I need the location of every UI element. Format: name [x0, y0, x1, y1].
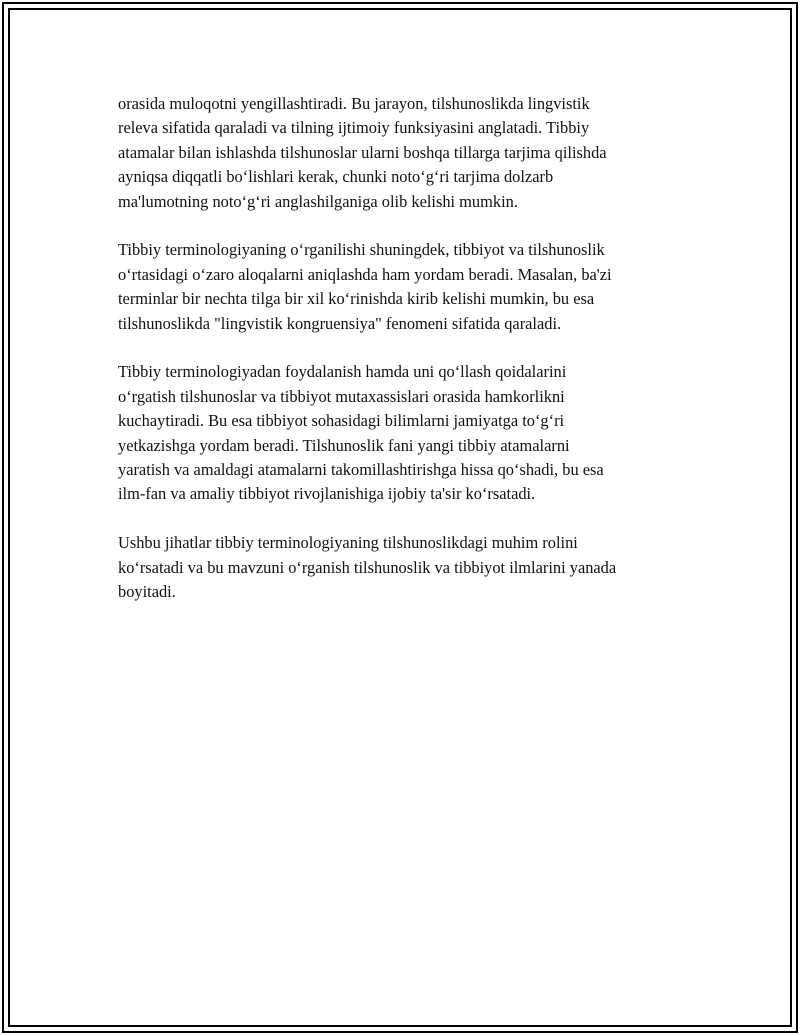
text-line: terminlar bir nechta tilga bir xil ko‘rinishda kirib kelishi mumkin, bu esa — [118, 289, 595, 309]
text-line: ayniqsa diqqatli bo‘lishlari kerak, chunki noto‘g‘ri tarjima dolzarb — [118, 167, 554, 187]
text-line: orasida muloqotni yengillashtiradi. Bu jarayon, tilshunoslikda lingvistik — [118, 94, 590, 113]
text-line: o‘rgatish tilshunoslar va tibbiyot mutaxassislari orasida hamkorlikni — [118, 386, 565, 406]
paragraph-3 — [118, 360, 688, 506]
text-line: ma'lumotning noto‘g‘ri anglashilganiga olib kelishi mumkin. — [118, 191, 518, 211]
text-line: kuchaytiradi. Bu esa tibbiyot sohasidagi bilimlarni jamiyatga to‘g‘ri — [118, 411, 565, 431]
text-line: atamalar bilan ishlashda tilshunoslar ularni boshqa tillarga tarjima qilishda — [118, 142, 607, 162]
text-line: o‘rtasidagi o‘zaro aloqalarni aniqlashda ham yordam beradi. Masalan, ba'zi — [118, 264, 612, 284]
text-line: tilshunoslikda "lingvistik kongruensiya" fenomeni sifatida qaraladi. — [118, 313, 562, 333]
text-line: ilm-fan va amaliy tibbiyot rivojlanishiga ijobiy ta'sir ko‘rsatadi. — [118, 484, 536, 504]
text-line: yetkazishga yordam beradi. Tilshunoslik fani yangi tibbiy atamalarni — [118, 435, 570, 455]
text-line: yaratish va amaldagi atamalarni takomillashtirishga hissa qo‘shadi, bu esa — [118, 460, 604, 480]
text-line: Tibbiy terminologiyaning o‘rganilishi shuningdek, tibbiyot va tilshunoslik — [118, 240, 605, 260]
paragraph-1 — [118, 92, 688, 214]
text-line: Ushbu jihatlar tibbiy terminologiyaning tilshunoslikdagi muhim rolini — [118, 533, 578, 553]
text-line: Tibbiy terminologiyadan foydalanish hamda uni qo‘llash qoidalarini — [118, 362, 567, 382]
paragraph-4 — [118, 531, 688, 604]
text-line: ko‘rsatadi va bu mavzuni o‘rganish tilshunoslik va tibbiyot ilmlarini yanada — [118, 557, 617, 577]
document-body — [118, 92, 688, 629]
text-line: releva sifatida qaraladi va tilning ijtimoiy funksiyasini anglatadi. Tibbiy — [118, 118, 590, 138]
text-line: boyitadi. — [118, 582, 176, 602]
paragraph-2 — [118, 238, 688, 336]
